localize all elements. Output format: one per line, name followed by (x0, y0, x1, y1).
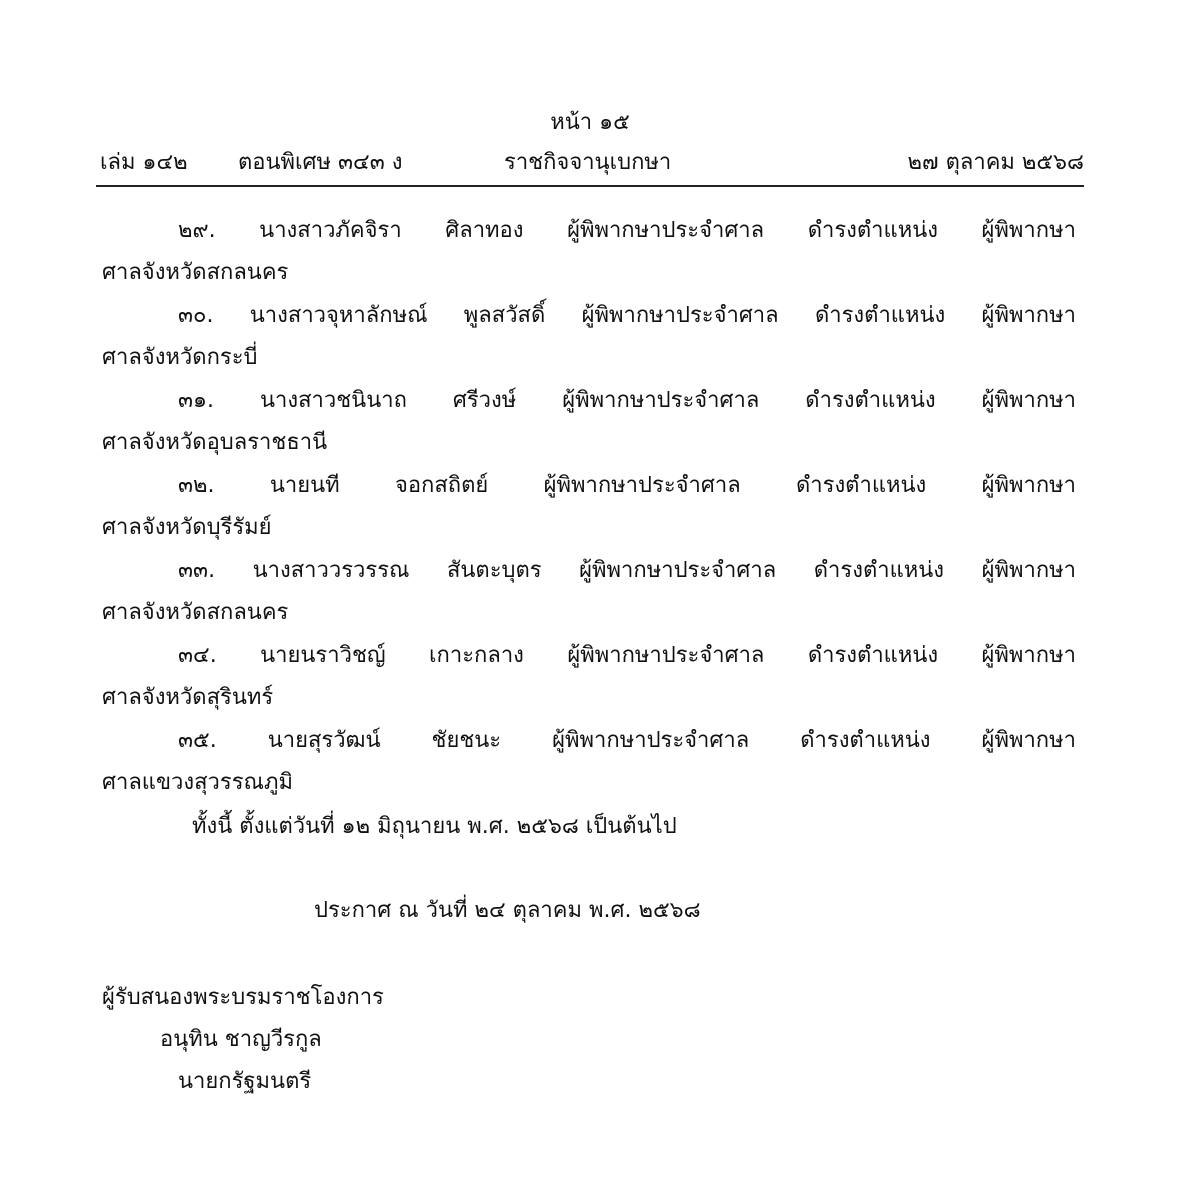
appointee-name: นางสาวจุหาลักษณ์ พูลสวัสดิ์ (249, 303, 546, 328)
appointment-line (102, 471, 1076, 501)
appointee-name: นายนที จอกสถิตย์ (269, 473, 489, 498)
appointment-line (102, 216, 1076, 246)
header-divider (96, 185, 1084, 187)
current-position: ผู้พิพากษาประจำศาล (581, 303, 779, 328)
signatory-name: อนุทิน ชาญวีรกูล (160, 1027, 322, 1052)
court-name: ศาลจังหวัดอุบลราชธานี (102, 430, 328, 455)
appointee-name: นายนราวิชญ์ เกาะกลาง (260, 643, 524, 668)
appointment-line (102, 386, 1076, 416)
appointee-name: นางสาวภัคจิรา ศิลาทอง (259, 218, 524, 243)
appointment-line (102, 726, 1076, 756)
signatory-title: นายกรัฐมนตรี (178, 1069, 312, 1094)
announcement-date: ประกาศ ณ วันที่ ๒๔ ตุลาคม พ.ศ. ๒๕๖๘ (314, 898, 701, 923)
new-position: ดำรงตำแหน่ง ผู้พิพากษา (805, 388, 1076, 413)
effective-date-statement: ทั้งนี้ ตั้งแต่วันที่ ๑๒ มิถุนายน พ.ศ. ๒๕๖๘ เป็นต้นไป (192, 814, 677, 839)
appointment-entry (102, 386, 1076, 458)
new-position: ดำรงตำแหน่ง ผู้พิพากษา (814, 303, 1076, 328)
appointment-entry (102, 556, 1076, 628)
current-position: ผู้พิพากษาประจำศาล (579, 558, 777, 583)
entry-number: ๓๐. (178, 303, 214, 328)
appointment-line (102, 556, 1076, 586)
court-name: ศาลจังหวัดบุรีรัมย์ (102, 515, 272, 540)
court-name: ศาลแขวงสุวรรณภูมิ (102, 770, 293, 795)
entry-number: ๒๙. (178, 218, 216, 243)
appointment-entry (102, 726, 1076, 798)
gazette-name: ราชกิจจานุเบกษา (504, 150, 672, 175)
appointment-entry (102, 471, 1076, 543)
court-name: ศาลจังหวัดสุรินทร์ (102, 685, 274, 710)
new-position: ดำรงตำแหน่ง ผู้พิพากษา (807, 218, 1076, 243)
current-position: ผู้พิพากษาประจำศาล (543, 473, 741, 498)
new-position: ดำรงตำแหน่ง ผู้พิพากษา (807, 643, 1076, 668)
publication-date: ๒๗ ตุลาคม ๒๕๖๘ (907, 150, 1084, 175)
appointee-name: นายสุรวัฒน์ ชัยชนะ (267, 728, 502, 753)
new-position: ดำรงตำแหน่ง ผู้พิพากษา (795, 473, 1076, 498)
volume-number: เล่ม ๑๔๒ (100, 150, 188, 175)
current-position: ผู้พิพากษาประจำศาล (567, 218, 765, 243)
new-position: ดำรงตำแหน่ง ผู้พิพากษา (813, 558, 1076, 583)
appointee-name: นางสาววรวรรณ สันตะบุตร (252, 558, 542, 583)
current-position: ผู้พิพากษาประจำศาล (552, 728, 750, 753)
court-name: ศาลจังหวัดกระบี่ (102, 345, 258, 370)
appointment-entry (102, 301, 1076, 373)
new-position: ดำรงตำแหน่ง ผู้พิพากษา (800, 728, 1076, 753)
court-name: ศาลจังหวัดสกลนคร (102, 260, 289, 285)
entry-number: ๓๑. (178, 388, 214, 413)
entry-number: ๓๕. (178, 728, 217, 753)
entry-number: ๓๔. (178, 643, 217, 668)
countersign-label: ผู้รับสนองพระบรมราชโองการ (102, 985, 384, 1010)
appointment-entry (102, 641, 1076, 713)
appointee-name: นางสาวชนินาถ ศรีวงษ์ (259, 388, 517, 413)
special-section-number: ตอนพิเศษ ๓๔๓ ง (238, 150, 403, 175)
page-number: หน้า ๑๕ (550, 110, 630, 135)
current-position: ผู้พิพากษาประจำศาล (567, 643, 765, 668)
court-name: ศาลจังหวัดสกลนคร (102, 600, 289, 625)
appointment-line (102, 641, 1076, 671)
appointment-line (102, 301, 1076, 331)
current-position: ผู้พิพากษาประจำศาล (562, 388, 760, 413)
appointment-entry (102, 216, 1076, 288)
entry-number: ๓๓. (178, 558, 216, 583)
entry-number: ๓๒. (178, 473, 215, 498)
